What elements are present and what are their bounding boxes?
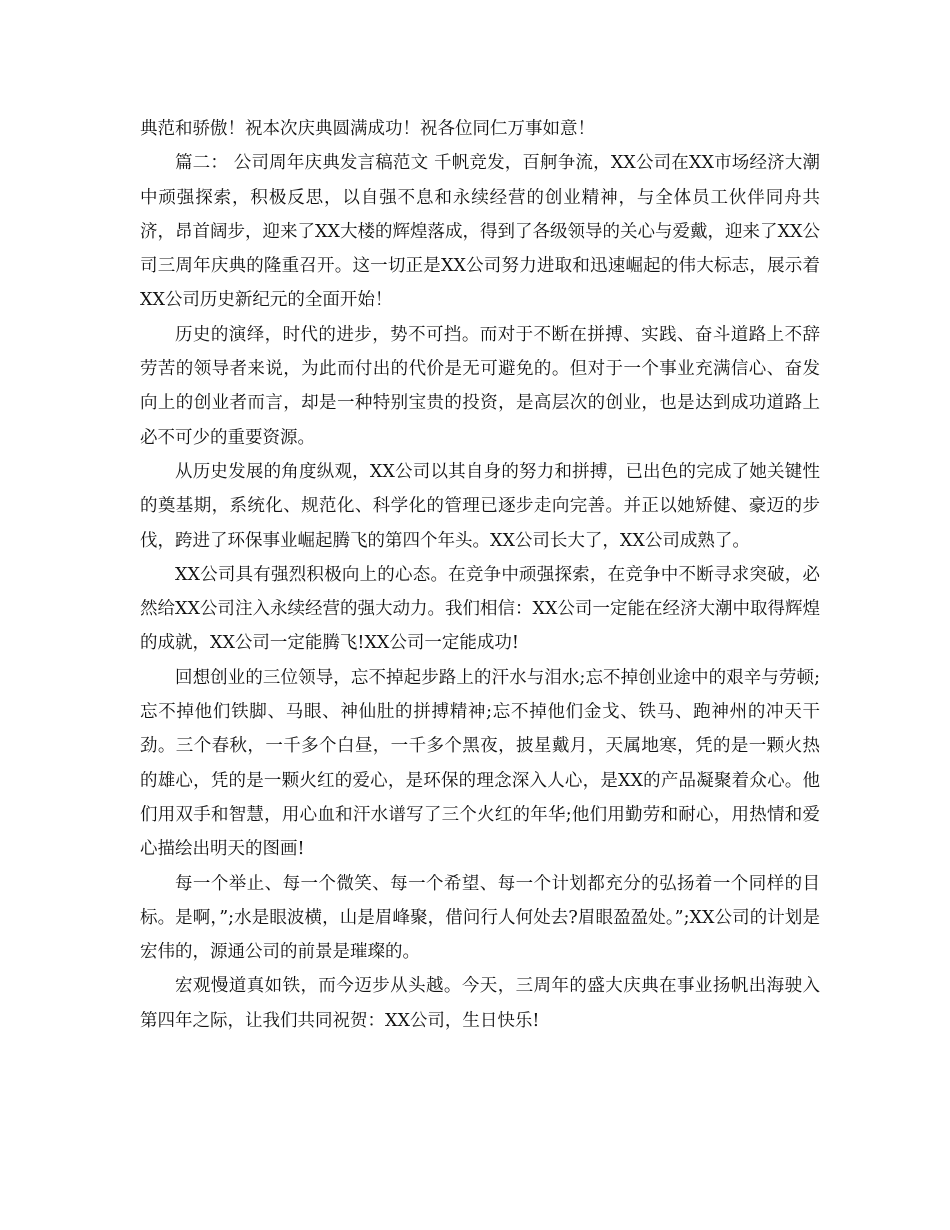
paragraph-development: 从历史发展的角度纵观，XX公司以其自身的努力和拼搏，已出色的完成了她关键性的奠基期，系统化、规范化、科学化的管理已逐步走向完善。并正以她矫健、豪迈的步伐，跨进了环保事业崛起腾飞的第四个年头。XX公司长大了，XX公司成熟了。 xyxy=(140,461,820,551)
document-body xyxy=(140,112,820,1038)
paragraph-celebration: 宏观慢道真如铁，而今迈步从头越。今天，三周年的盛大庆典在事业扬帆出海驶入第四年之际，让我们共同祝贺：XX公司，生日快乐! xyxy=(140,976,820,1031)
paragraph-part-two-intro: 篇二： 公司周年庆典发言稿范文 千帆竞发，百舸争流，XX公司在XX市场经济大潮中顽强探索，积极反思，以自强不息和永续经营的创业精神，与全体员工伙伴同舟共济，昂首阔步，迎来了XX大楼的辉煌落成，得到了各级领导的关心与爱戴，迎来了XX公司三周年庆典的隆重召开。这一切正是XX公司努力进取和迅速崛起的伟大标志，展示着XX公司历史新纪元的全面开始！ xyxy=(140,153,820,311)
paragraph-founders: 回想创业的三位领导，忘不掉起步路上的汗水与泪水;忘不掉创业途中的艰辛与劳顿;忘不掉他们铁脚、马眼、神仙肚的拼搏精神;忘不掉他们金戈、铁马、跑神州的冲天干劲。三个春秋，一千多个白昼，一千多个黑夜，披星戴月，天属地寒，凭的是一颗火热的雄心，凭的是一颗火红的爱心，是环保的理念深入人心，是XX的产品凝聚着众心。他们用双手和智慧，用心血和汗水谱写了三个火红的年华;他们用勤劳和耐心，用热情和爱心描绘出明天的图画! xyxy=(140,667,820,860)
paragraph-attitude: XX公司具有强烈积极向上的心态。在竞争中顽强探索，在竞争中不断寻求突破，必然给XX公司注入永续经营的强大动力。我们相信：XX公司一定能在经济大潮中取得辉煌的成就，XX公司一定能腾飞!XX公司一定能成功! xyxy=(140,564,820,654)
paragraph-continuation: 典范和骄傲！祝本次庆典圆满成功！祝各位同仁万事如意！ xyxy=(140,119,595,139)
paragraph-history: 历史的演绎，时代的进步，势不可挡。而对于不断在拼搏、实践、奋斗道路上不辞劳苦的领导者来说，为此而付出的代价是无可避免的。但对于一个事业充满信心、奋发向上的创业者而言，却是一种特别宝贵的投资，是高层次的创业，也是达到成功道路上必不可少的重要资源。 xyxy=(140,324,820,448)
paragraph-goal: 每一个举止、每一个微笑、每一个希望、每一个计划都充分的弘扬着一个同样的目标。是啊，”;水是眼波横，山是眉峰聚，借问行人何处去?眉眼盈盈处。”;XX公司的计划是宏伟的，源通公司的前景是璀璨的。 xyxy=(140,873,820,963)
